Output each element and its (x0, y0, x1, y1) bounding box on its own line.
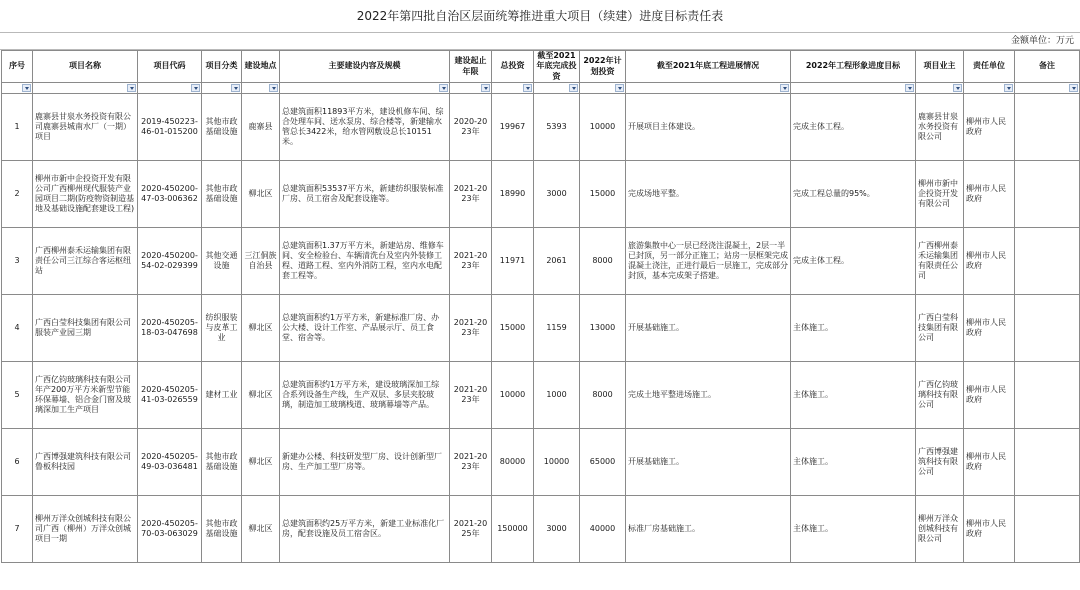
cell-code[interactable]: 2019-450223-46-01-015200 (138, 94, 202, 161)
cell-resp[interactable]: 柳州市人民政府 (964, 295, 1015, 362)
cell-period[interactable]: 2021-2023年 (450, 362, 492, 429)
cell-plan2022[interactable]: 13000 (580, 295, 626, 362)
cell-seq[interactable]: 6 (2, 429, 33, 496)
cell-code[interactable]: 2020-450205-41-03-026559 (138, 362, 202, 429)
header-progress2021: 截至2021年底工程进展情况 (626, 51, 791, 83)
cell-progress2021[interactable]: 完成土地平整进场施工。 (626, 362, 791, 429)
cell-name[interactable]: 鹿寨县甘泉水务投资有限公司鹿寨县城南水厂（一期）项目 (33, 94, 138, 161)
cell-progress2021[interactable]: 完成场地平整。 (626, 161, 791, 228)
cell-location[interactable]: 三江侗族自治县 (242, 228, 280, 295)
cell-period[interactable]: 2020-2023年 (450, 94, 492, 161)
cell-total[interactable]: 80000 (492, 429, 534, 496)
cell-name[interactable]: 广西白莹科技集团有限公司服装产业园三期 (33, 295, 138, 362)
table-row[interactable] (2, 496, 1080, 563)
sheet-title: 2022年第四批自治区层面统筹推进重大项目（续建）进度目标责任表 (0, 0, 1080, 33)
cell-name[interactable]: 柳州万洋众创城科技有限公司广西（柳州）万洋众创城项目一期 (33, 496, 138, 563)
filter-dropdown-icon[interactable] (1069, 84, 1078, 92)
cell-progress2021[interactable]: 标准厂房基础施工。 (626, 496, 791, 563)
filter-dropdown-icon[interactable] (953, 84, 962, 92)
cell-done2021[interactable]: 10000 (534, 429, 580, 496)
cell-seq[interactable]: 5 (2, 362, 33, 429)
cell-seq[interactable]: 4 (2, 295, 33, 362)
table-row[interactable] (2, 94, 1080, 161)
cell-category[interactable]: 纺织服装与皮革工业 (202, 295, 242, 362)
cell-code[interactable]: 2020-450200-47-03-006362 (138, 161, 202, 228)
cell-resp[interactable]: 柳州市人民政府 (964, 94, 1015, 161)
cell-owner[interactable]: 广西亿钧玻璃科技有限公司 (916, 362, 964, 429)
cell-location[interactable]: 鹿寨县 (242, 94, 280, 161)
header-seq: 序号 (2, 51, 33, 83)
cell-progress2021[interactable]: 开展基础施工。 (626, 429, 791, 496)
cell-resp[interactable]: 柳州市人民政府 (964, 429, 1015, 496)
cell-period[interactable]: 2021-2023年 (450, 295, 492, 362)
table-row[interactable] (2, 362, 1080, 429)
header-row (2, 51, 1080, 83)
project-table (1, 50, 1080, 563)
table-row[interactable] (2, 228, 1080, 295)
cell-period[interactable]: 2021-2023年 (450, 429, 492, 496)
table-row[interactable] (2, 429, 1080, 496)
amount-unit: 金额单位：万元 (0, 33, 1080, 50)
cell-content[interactable]: 总建筑面积1.37万平方米，新建站房、维修车间、安全检验台、车辆清洗台及室内外装修工程、道路工程、室内外消防工程，室内水电配套工程等。 (280, 228, 450, 295)
header-name: 项目名称 (33, 51, 138, 83)
filter-dropdown-icon[interactable] (269, 84, 278, 92)
cell-owner[interactable]: 柳州市新中企投资开发有限公司 (916, 161, 964, 228)
cell-progress2021[interactable]: 开展基础施工。 (626, 295, 791, 362)
cell-total[interactable]: 19967 (492, 94, 534, 161)
cell-name[interactable]: 柳州市新中企投资开发有限公司广西柳州现代服装产业园项目二期(防疫物资制造基地及基础设施配套建设工程) (33, 161, 138, 228)
cell-name[interactable]: 广西柳州泰禾运输集团有限责任公司三江综合客运枢纽站 (33, 228, 138, 295)
cell-period[interactable]: 2021-2023年 (450, 161, 492, 228)
header-category: 项目分类 (202, 51, 242, 83)
cell-total[interactable]: 11971 (492, 228, 534, 295)
cell-target2022[interactable]: 完成主体工程。 (791, 228, 916, 295)
cell-seq[interactable]: 3 (2, 228, 33, 295)
cell-note[interactable] (1015, 161, 1080, 228)
cell-done2021[interactable]: 5393 (534, 94, 580, 161)
filter-row (2, 83, 1080, 94)
filter-dropdown-icon[interactable] (127, 84, 136, 92)
filter-dropdown-icon[interactable] (905, 84, 914, 92)
cell-resp[interactable]: 柳州市人民政府 (964, 362, 1015, 429)
cell-name[interactable]: 广西亿钧玻璃科技有限公司年产200万平方米新型节能环保幕墙、铝合金门窗及玻璃深加工生产项目 (33, 362, 138, 429)
filter-dropdown-icon[interactable] (439, 84, 448, 92)
cell-total[interactable]: 150000 (492, 496, 534, 563)
cell-resp[interactable]: 柳州市人民政府 (964, 161, 1015, 228)
cell-target2022[interactable]: 主体施工。 (791, 429, 916, 496)
cell-resp[interactable]: 柳州市人民政府 (964, 228, 1015, 295)
cell-target2022[interactable]: 主体施工。 (791, 496, 916, 563)
filter-dropdown-icon[interactable] (231, 84, 240, 92)
cell-note[interactable] (1015, 429, 1080, 496)
cell-total[interactable]: 18990 (492, 161, 534, 228)
header-target2022: 2022年工程形象进度目标 (791, 51, 916, 83)
cell-period[interactable]: 2021-2025年 (450, 496, 492, 563)
cell-done2021[interactable]: 1000 (534, 362, 580, 429)
cell-done2021[interactable]: 1159 (534, 295, 580, 362)
filter-dropdown-icon[interactable] (22, 84, 31, 92)
cell-content[interactable]: 总建筑面积约1万平方米，新建标准厂房、办公大楼、设计工作室、产品展示厅、员工食堂、宿舍等。 (280, 295, 450, 362)
filter-dropdown-icon[interactable] (191, 84, 200, 92)
cell-owner[interactable]: 柳州万洋众创城科技有限公司 (916, 496, 964, 563)
cell-seq[interactable]: 1 (2, 94, 33, 161)
cell-location[interactable]: 柳北区 (242, 362, 280, 429)
cell-note[interactable] (1015, 362, 1080, 429)
filter-dropdown-icon[interactable] (569, 84, 578, 92)
cell-resp[interactable]: 柳州市人民政府 (964, 496, 1015, 563)
cell-target2022[interactable]: 主体施工。 (791, 295, 916, 362)
cell-plan2022[interactable]: 8000 (580, 228, 626, 295)
cell-seq[interactable]: 2 (2, 161, 33, 228)
cell-owner[interactable]: 广西博强建筑科技有限公司 (916, 429, 964, 496)
cell-period[interactable]: 2021-2023年 (450, 228, 492, 295)
cell-target2022[interactable]: 主体施工。 (791, 362, 916, 429)
cell-plan2022[interactable]: 15000 (580, 161, 626, 228)
header-owner: 项目业主 (916, 51, 964, 83)
cell-progress2021[interactable]: 旅游集散中心一层已经浇注混凝土，2层一半已封顶，另一部分正施工；站房一层框架完成混凝土浇注，正进行最后一层施工，完成部分封顶，基本完成架子搭建。 (626, 228, 791, 295)
cell-note[interactable] (1015, 295, 1080, 362)
cell-code[interactable]: 2020-450205-49-03-036481 (138, 429, 202, 496)
cell-category[interactable]: 其他市政基础设施 (202, 496, 242, 563)
cell-location[interactable]: 柳北区 (242, 429, 280, 496)
filter-dropdown-icon[interactable] (1004, 84, 1013, 92)
cell-code[interactable]: 2020-450200-54-02-029399 (138, 228, 202, 295)
cell-note[interactable] (1015, 228, 1080, 295)
filter-dropdown-icon[interactable] (615, 84, 624, 92)
filter-dropdown-icon[interactable] (481, 84, 490, 92)
table-row[interactable] (2, 295, 1080, 362)
header-total: 总投资 (492, 51, 534, 83)
cell-plan2022[interactable]: 40000 (580, 496, 626, 563)
cell-content[interactable]: 总建筑面积约25万平方米，新建工业标准化厂房，配套设施及员工宿舍区。 (280, 496, 450, 563)
header-period: 建设起止年限 (450, 51, 492, 83)
header-note: 备注 (1015, 51, 1080, 83)
cell-note[interactable] (1015, 496, 1080, 563)
header-done2021: 截至2021年底完成投资 (534, 51, 580, 83)
cell-name[interactable]: 广西博强建筑科技有限公司鲁板科技园 (33, 429, 138, 496)
cell-content[interactable]: 总建筑面积53537平方米，新建纺织服装标准厂房、员工宿舍及配套设施等。 (280, 161, 450, 228)
header-plan2022: 2022年计划投资 (580, 51, 626, 83)
cell-owner[interactable]: 鹿寨县甘泉水务投资有限公司 (916, 94, 964, 161)
cell-category[interactable]: 其他市政基础设施 (202, 161, 242, 228)
cell-target2022[interactable]: 完成工程总量的95%。 (791, 161, 916, 228)
cell-done2021[interactable]: 3000 (534, 496, 580, 563)
filter-dropdown-icon[interactable] (523, 84, 532, 92)
cell-location[interactable]: 柳北区 (242, 496, 280, 563)
cell-plan2022[interactable]: 65000 (580, 429, 626, 496)
header-location: 建设地点 (242, 51, 280, 83)
cell-category[interactable]: 建材工业 (202, 362, 242, 429)
cell-progress2021[interactable]: 开展项目主体建设。 (626, 94, 791, 161)
cell-category[interactable]: 其他交通设施 (202, 228, 242, 295)
cell-target2022[interactable]: 完成主体工程。 (791, 94, 916, 161)
cell-total[interactable]: 10000 (492, 362, 534, 429)
cell-plan2022[interactable]: 10000 (580, 94, 626, 161)
cell-owner[interactable]: 广西白莹科技集团有限公司 (916, 295, 964, 362)
cell-content[interactable]: 总建筑面积约1万平方米，建设玻璃深加工综合系列设备生产线，生产双层、多层夹胶玻璃，制造加工玻璃栈道、玻璃幕墙等产品。 (280, 362, 450, 429)
cell-location[interactable]: 柳北区 (242, 295, 280, 362)
filter-dropdown-icon[interactable] (780, 84, 789, 92)
header-resp: 责任单位 (964, 51, 1015, 83)
cell-owner[interactable]: 广西柳州泰禾运输集团有限责任公司 (916, 228, 964, 295)
table-row[interactable] (2, 161, 1080, 228)
cell-code[interactable]: 2020-450205-18-03-047698 (138, 295, 202, 362)
cell-plan2022[interactable]: 8000 (580, 362, 626, 429)
cell-done2021[interactable]: 3000 (534, 161, 580, 228)
cell-location[interactable]: 柳北区 (242, 161, 280, 228)
cell-content[interactable]: 新建办公楼、科技研发型厂房、设计创新型厂房、生产加工型厂房等。 (280, 429, 450, 496)
cell-total[interactable]: 15000 (492, 295, 534, 362)
cell-done2021[interactable]: 2061 (534, 228, 580, 295)
header-code: 项目代码 (138, 51, 202, 83)
cell-seq[interactable]: 7 (2, 496, 33, 563)
cell-note[interactable] (1015, 94, 1080, 161)
cell-category[interactable]: 其他市政基础设施 (202, 94, 242, 161)
header-content: 主要建设内容及规模 (280, 51, 450, 83)
cell-content[interactable]: 总建筑面积11893平方米，建设机修车间、综合处理车间、送水泵房、综合楼等，新建输水管总长3422米，给水管网敷设总长10151米。 (280, 94, 450, 161)
cell-code[interactable]: 2020-450205-70-03-063029 (138, 496, 202, 563)
cell-category[interactable]: 其他市政基础设施 (202, 429, 242, 496)
